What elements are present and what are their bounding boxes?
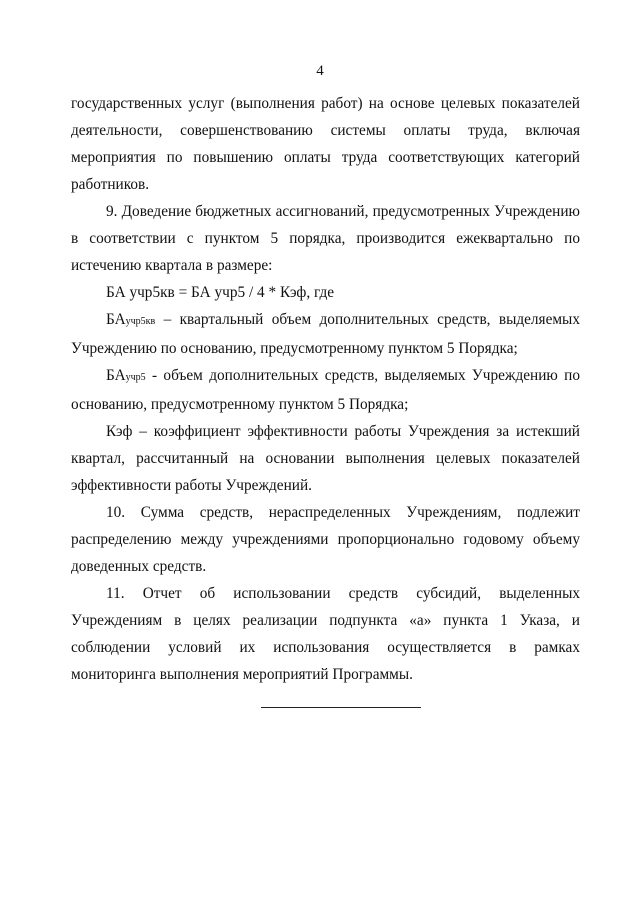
definition-symbol: БА [106, 311, 126, 328]
definition-ba-quarterly [71, 306, 580, 362]
closing-rule [261, 707, 421, 708]
paragraph-9: 9. Доведение бюджетных ассигнований, предусмотренных Учреждению в соответствии с пунктом 5 порядка, производится ежеквартально по истечению квартала в размере: [71, 203, 580, 274]
definition-symbol-subscript: учр5кв [125, 316, 156, 327]
paragraph-11: 11. Отчет об использовании средств субсидий, выделенных Учреждениям в целях реализации подпункта «а» пункта 1 Указа, и соблюдении условий их использования осуществляется в рамках мониторинга выполнения мероприятий Программы. [71, 585, 580, 683]
paragraph-10: 10. Сумма средств, нераспределенных Учреждениям, подлежит распределению между учреждениями пропорционально годовому объему доведенных средств. [71, 504, 580, 575]
paragraph-continuation: государственных услуг (выполнения работ) на основе целевых показателей деятельности, совершенствованию системы оплаты труда, включая мероприятия по повышению оплаты труда соответствующих категорий работников. [71, 95, 580, 193]
definition-kef: Кэф – коэффициент эффективности работы Учреждения за истекший квартал, рассчитанный на основании выполнения целевых показателей эффективности работы Учреждений. [71, 423, 580, 494]
page-number: 4 [316, 63, 324, 79]
definition-symbol-subscript: учр5 [125, 372, 146, 383]
definition-text: - объем дополнительных средств, выделяемых Учреждению по основанию, предусмотренному пунктом 5 Порядка; [71, 367, 580, 413]
definition-text: – квартальный объем дополнительных средств, выделяемых Учреждению по основанию, предусмотренному пунктом 5 Порядка; [71, 311, 580, 357]
document-body [71, 90, 580, 688]
formula: БА учр5кв = БА учр5 / 4 * Кэф, где [106, 284, 335, 301]
definition-symbol: БА [106, 367, 126, 384]
definition-ba [71, 362, 580, 418]
